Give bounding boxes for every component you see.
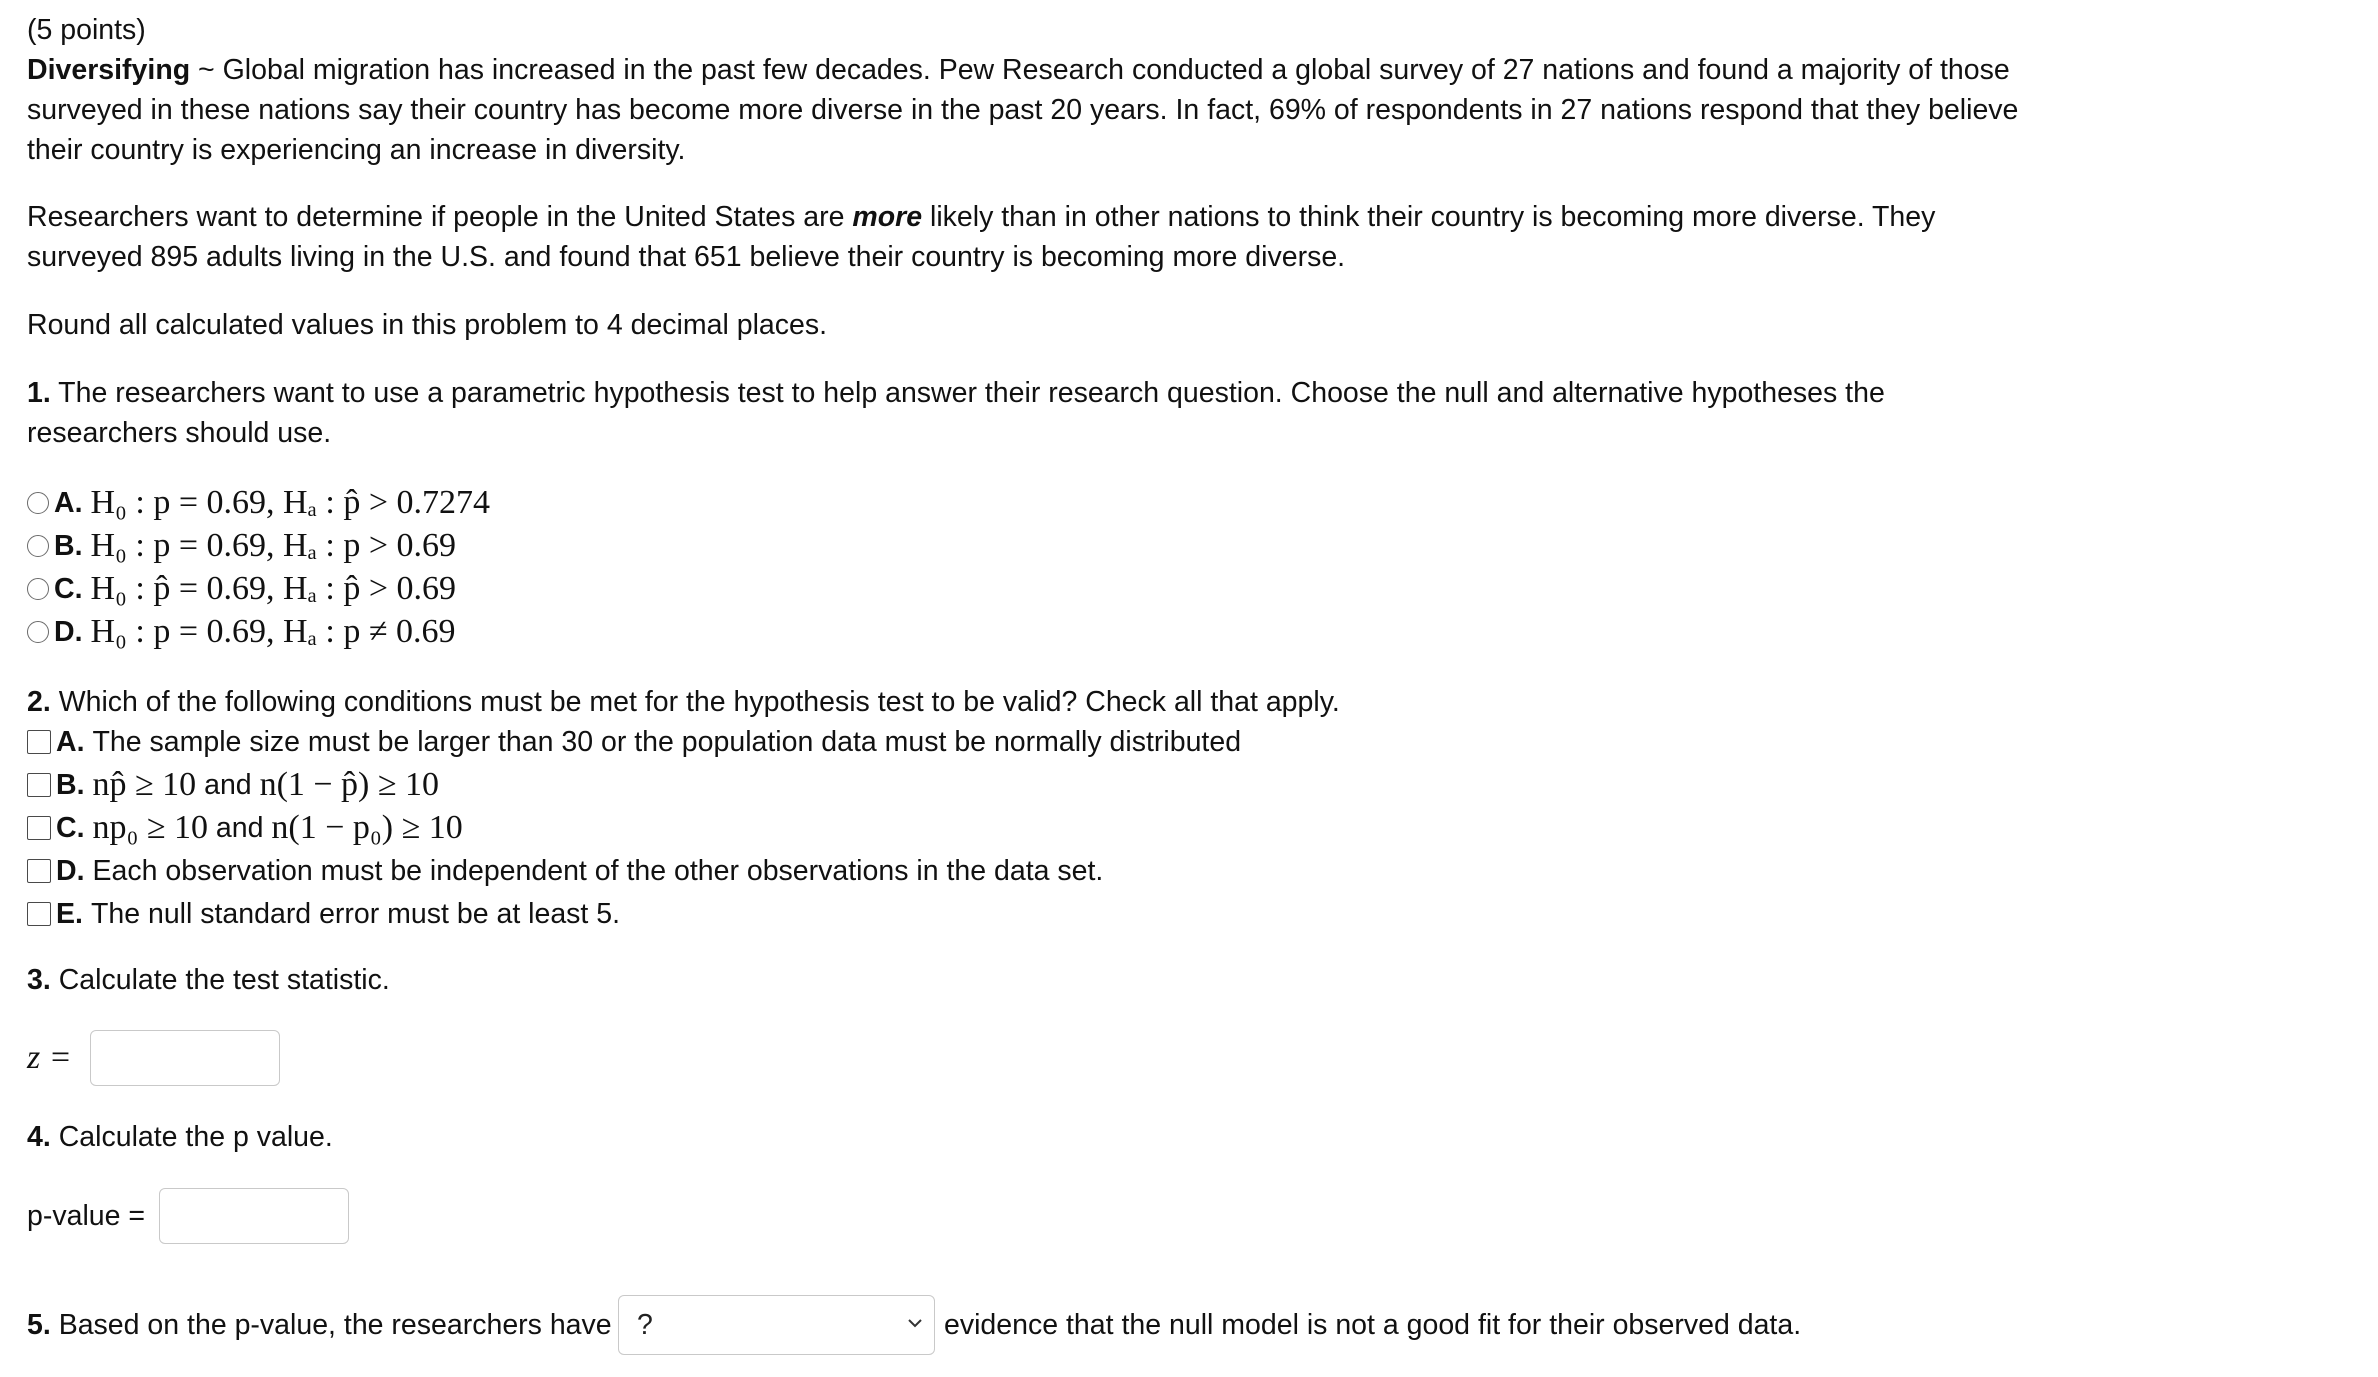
q3-text: Calculate the test statistic.: [50, 964, 390, 996]
option-math: np₀ ≥ 10: [92, 808, 209, 846]
option-text: Each observation must be independent of the other observations in the data set.: [92, 854, 1104, 887]
round-note: Round all calculated values in this problem to 4 decimal places.: [27, 309, 828, 341]
evidence-select[interactable]: [618, 1295, 935, 1355]
q5-prompt: [27, 1305, 612, 1345]
option-hypotheses: H₀ : p = 0.69, Hₐ : p̂ > 0.7274: [90, 483, 490, 521]
q1-prompt: [27, 373, 1885, 453]
intro-tilde: ~: [190, 54, 223, 86]
q2-option-b[interactable]: [27, 763, 1241, 806]
q2-number: 2.: [27, 686, 51, 718]
option-math: n(1 − p̂) ≥ 10: [259, 765, 440, 803]
intro-line2: surveyed in these nations say their country has become more diverse in the past 20 years. In fact, 69% of respondents in 27 nations respond that they believe: [27, 94, 2019, 126]
radio-button[interactable]: [27, 492, 49, 514]
option-letter: A.: [54, 486, 83, 519]
research-emphasis: more: [852, 201, 923, 233]
intro-title: Diversifying: [27, 54, 191, 86]
option-and: and: [196, 768, 260, 801]
option-letter: B.: [56, 768, 85, 801]
q1-line1: The researchers want to use a parametric hypothesis test to help answer their research question. Choose the null and alternative hypotheses the: [50, 377, 1885, 409]
q2-options: [27, 720, 1241, 935]
option-letter: C.: [56, 811, 85, 844]
q2-text: Which of the following conditions must be met for the hypothesis test to be valid? Check all that apply.: [50, 686, 1340, 718]
z-input[interactable]: [90, 1030, 280, 1086]
q4-number: 4.: [27, 1121, 51, 1153]
option-math: np̂ ≥ 10: [92, 765, 197, 803]
checkbox[interactable]: [27, 902, 51, 926]
q1-option-c[interactable]: [27, 567, 490, 610]
option-letter: D.: [54, 615, 83, 648]
q4-answer-row: [27, 1186, 349, 1246]
option-and: and: [208, 811, 272, 844]
option-letter: E.: [56, 897, 83, 930]
q2-prompt: [27, 682, 1340, 722]
q5-post: evidence that the null model is not a good fit for their observed data.: [944, 1309, 1802, 1341]
q5-pre: Based on the p-value, the researchers have: [50, 1309, 612, 1341]
checkbox[interactable]: [27, 859, 51, 883]
q3-number: 3.: [27, 964, 51, 996]
option-hypotheses: H₀ : p = 0.69, Hₐ : p ≠ 0.69: [90, 612, 456, 650]
option-letter: D.: [56, 854, 85, 887]
radio-button[interactable]: [27, 578, 49, 600]
intro-line1: Global migration has increased in the past few decades. Pew Research conducted a global survey of 27 nations and found a majority of those: [222, 54, 2010, 86]
option-text: The sample size must be larger than 30 or the population data must be normally distributed: [92, 725, 1242, 758]
option-letter: B.: [54, 529, 83, 562]
q2-option-a[interactable]: [27, 720, 1241, 763]
chevron-down-icon: [906, 1314, 924, 1332]
q3-answer-row: [27, 1028, 280, 1088]
q1-options: [27, 481, 490, 653]
checkbox[interactable]: [27, 816, 51, 840]
points-label: (5 points): [27, 14, 146, 46]
research-paragraph: [27, 197, 1935, 277]
intro-paragraph: [27, 50, 2018, 170]
radio-button[interactable]: [27, 621, 49, 643]
checkbox[interactable]: [27, 773, 51, 797]
research-line2: surveyed 895 adults living in the U.S. and found that 651 believe their country is becoming more diverse.: [27, 241, 1346, 273]
checkbox[interactable]: [27, 730, 51, 754]
option-text: The null standard error must be at least 5.: [90, 897, 621, 930]
option-hypotheses: H₀ : p̂ = 0.69, Hₐ : p̂ > 0.69: [90, 569, 456, 607]
option-letter: C.: [54, 572, 83, 605]
q2-option-d[interactable]: [27, 849, 1241, 892]
radio-button[interactable]: [27, 535, 49, 557]
q3-prompt: [27, 960, 390, 1000]
intro-line3: their country is experiencing an increase in diversity.: [27, 134, 686, 166]
q2-option-c[interactable]: [27, 806, 1241, 849]
option-math: n(1 − p₀) ≥ 10: [271, 808, 463, 846]
q4-prompt: [27, 1117, 333, 1157]
research-line1-pre: Researchers want to determine if people in the United States are: [27, 201, 853, 233]
q1-option-a[interactable]: [27, 481, 490, 524]
p-value-input[interactable]: [159, 1188, 349, 1244]
q5-number: 5.: [27, 1309, 51, 1341]
research-line1-post: likely than in other nations to think their country is becoming more diverse. They: [922, 201, 1936, 233]
q1-number: 1.: [27, 377, 51, 409]
z-label: z =: [27, 1039, 72, 1076]
q1-option-d[interactable]: [27, 610, 490, 653]
q1-line2: researchers should use.: [27, 417, 332, 449]
q4-text: Calculate the p value.: [50, 1121, 333, 1153]
q2-option-e[interactable]: [27, 892, 1241, 935]
p-value-label: p-value =: [27, 1200, 146, 1232]
option-letter: A.: [56, 725, 85, 758]
q5-row: [27, 1295, 2327, 1357]
select-value: ?: [637, 1309, 653, 1341]
q1-option-b[interactable]: [27, 524, 490, 567]
option-hypotheses: H₀ : p = 0.69, Hₐ : p > 0.69: [90, 526, 456, 564]
